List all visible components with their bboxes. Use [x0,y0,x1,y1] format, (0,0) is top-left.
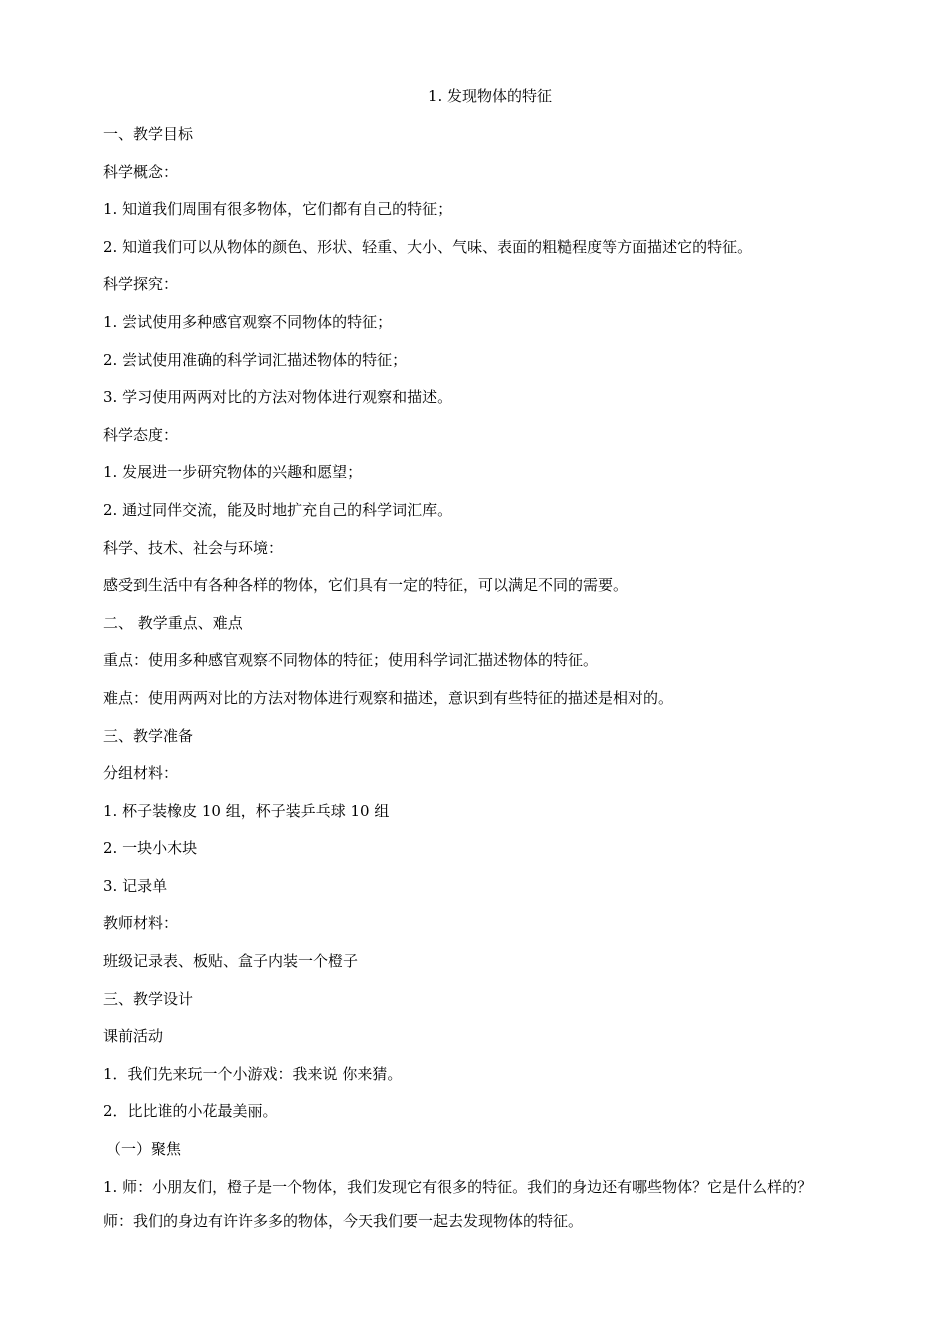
subheading-science-attitude: 科学态度： [103,425,179,444]
subheading-group-materials: 分组材料： [103,764,179,783]
heading-key-points: 二、 教学重点、难点 [103,613,243,632]
paragraph: 班级记录表、板贴、盒子内装一个橙子 [103,952,359,971]
subheading-focus: （一）聚焦 [106,1140,182,1159]
paragraph: 师：我们的身边有许许多多的物体，今天我们要一起去发现物体的特征。 [103,1211,584,1230]
heading-teaching-preparation: 三、教学准备 [103,726,194,745]
list-item: 1. 尝试使用多种感官观察不同物体的特征； [103,312,393,331]
list-item: 2. 一块小木块 [103,839,198,858]
list-item: 1. 杯子装橡皮 10 组，杯子装乒乓球 10 组 [103,801,390,820]
subheading-science-inquiry: 科学探究： [103,275,179,294]
paragraph: 1. 师：小朋友们，橙子是一个物体，我们发现它有很多的特征。我们的身边还有哪些物体？它是什么样的？ [103,1177,813,1196]
list-item: 2．比比谁的小花最美丽。 [103,1102,278,1121]
list-item: 1. 知道我们周围有很多物体，它们都有自己的特征； [103,200,453,219]
list-item: 2. 通过同伴交流，能及时地扩充自己的科学词汇库。 [103,500,453,519]
subheading-pre-class-activity: 课前活动 [103,1027,164,1046]
document-body [103,124,903,1248]
list-item: 3. 记录单 [103,876,168,895]
paragraph: 难点：使用两两对比的方法对物体进行观察和描述，意识到有些特征的描述是相对的。 [103,688,674,707]
subheading-teacher-materials: 教师材料： [103,914,179,933]
list-item: 1．我们先来玩一个小游戏：我来说 你来猜。 [103,1064,403,1083]
list-item: 1. 发展进一步研究物体的兴趣和愿望； [103,463,363,482]
paragraph: 重点：使用多种感官观察不同物体的特征；使用科学词汇描述物体的特征。 [103,651,599,670]
document-title: 1. 发现物体的特征 [427,87,553,105]
subheading-science-concepts: 科学概念： [103,162,179,181]
heading-teaching-goals: 一、教学目标 [103,125,194,143]
paragraph: 感受到生活中有各种各样的物体，它们具有一定的特征，可以满足不同的需要。 [103,576,629,595]
list-item: 2. 尝试使用准确的科学词汇描述物体的特征； [103,350,408,369]
heading-teaching-design: 三、教学设计 [103,989,194,1008]
list-item: 2. 知道我们可以从物体的颜色、形状、轻重、大小、气味、表面的粗糙程度等方面描述它的特征。 [103,237,753,256]
list-item: 3. 学习使用两两对比的方法对物体进行观察和描述。 [103,388,453,407]
subheading-stse: 科学、技术、社会与环境： [103,538,284,557]
